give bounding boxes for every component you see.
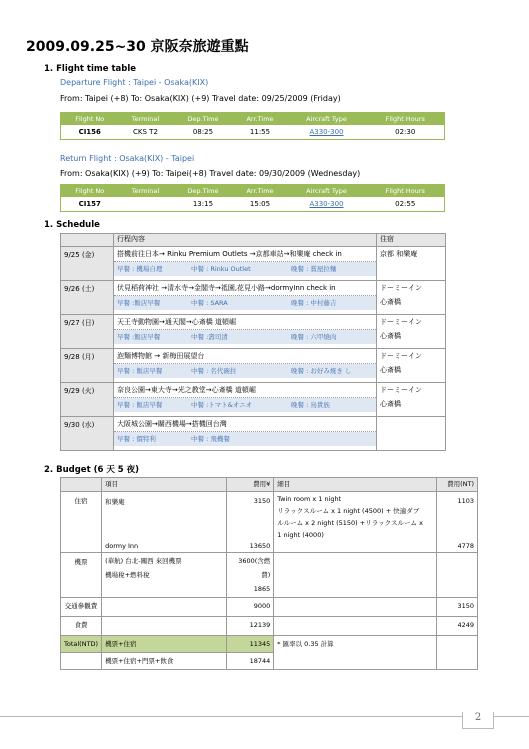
- col-lodging: 住宿: [377, 234, 446, 247]
- transport-nt: 3150: [437, 598, 478, 617]
- table-row: [61, 417, 446, 451]
- food-nt: 4249: [437, 617, 478, 636]
- table-row: [61, 492, 478, 553]
- table-row: [61, 349, 446, 383]
- lodging-a: 和樂庵: [105, 498, 125, 506]
- schedule-date: 9/26 (土): [61, 281, 114, 315]
- schedule-meals: [114, 432, 376, 446]
- total-a: 機票+住宿: [102, 636, 227, 653]
- schedule-date: 9/25 (金): [61, 247, 114, 281]
- table-row: [61, 553, 478, 598]
- col-flight-no: Flight No: [61, 113, 119, 126]
- return-table: [60, 184, 445, 212]
- dinner: 晚餐 : 賞屋拉麵: [291, 265, 337, 273]
- lodging-detail: 1 night (4000): [277, 531, 324, 539]
- schedule-meals: [114, 330, 376, 344]
- schedule-item: 大阪城公園→關西機場→搭機回台灣: [114, 417, 376, 432]
- schedule-meals: [114, 364, 376, 378]
- schedule-meals: [114, 262, 376, 276]
- lodging-name: ドーミーイン: [380, 284, 422, 292]
- lunch: 中餐 :トマト&オニオ: [191, 401, 253, 409]
- table-row: [61, 281, 446, 315]
- table-row: [61, 636, 478, 653]
- aircraft-link[interactable]: A330-300: [309, 128, 344, 136]
- air-b: 機場稅+燃料稅: [105, 571, 150, 579]
- lodging-name: ドーミーイン: [380, 318, 422, 326]
- col-arr-time: Arr.Time: [233, 185, 286, 198]
- breakfast: 早餐 : 飯店早餐: [117, 401, 163, 409]
- col-item: 項目: [102, 478, 227, 492]
- budget-cat: 機票: [61, 553, 102, 598]
- lunch: 中餐 : 飛機餐: [191, 435, 230, 443]
- col-dep-time: Dep.Time: [172, 113, 233, 126]
- schedule-heading: 1. Schedule: [44, 220, 100, 230]
- terminal: CKS T2: [119, 125, 173, 140]
- col-aircraft: Aircraft Type: [287, 185, 367, 198]
- total-b-val: 18744: [227, 653, 274, 670]
- col-hours: Flight Hours: [366, 185, 444, 198]
- schedule-date: 9/30 (水): [61, 417, 114, 451]
- schedule-meals: [114, 398, 376, 412]
- footer-rule: [0, 716, 529, 717]
- total-a-val: 11345: [227, 636, 274, 653]
- transport-yen: 9000: [227, 598, 274, 617]
- schedule-item: 泡麵博物館 → 新梅田展望台: [114, 349, 376, 364]
- total-b: 機票+住宿+門票+飲食: [102, 653, 227, 670]
- departure-label: Departure Flight : Taipei - Osaka(KIX): [60, 78, 209, 87]
- schedule-table: [60, 233, 446, 451]
- schedule-meals: [114, 296, 376, 310]
- budget-cat: 住宿: [61, 492, 102, 553]
- air-a-yen: 3600(含燃費): [238, 557, 271, 579]
- breakfast: 早餐 :飯店早餐: [117, 299, 161, 307]
- breakfast: 早餐 :飯店早餐: [117, 333, 161, 341]
- schedule-item: 搭機前往日本→ Rinku Premium Outlets →京都車站→和樂庵 check in: [114, 247, 376, 262]
- breakfast: 早餐 : 飯店早餐: [117, 367, 163, 375]
- lodging-area: 心斎橋: [380, 366, 401, 374]
- col-detail: 細目: [274, 478, 437, 492]
- lodging-nt1: 1103: [457, 497, 474, 505]
- lodging-a-yen: 3150: [253, 497, 271, 505]
- total-label: Total(NTD): [61, 636, 102, 653]
- lodging-b-yen: 13650: [249, 542, 271, 550]
- lodging-name: ドーミーイン: [380, 386, 422, 394]
- departure-info: From: Taipei (+8) To: Osaka(KIX) (+9) Travel date: 09/25/2009 (Friday): [60, 94, 341, 103]
- lodging-nt2: 4778: [457, 542, 474, 550]
- exchange-note: * 匯率以 0.35 計算: [274, 636, 437, 670]
- lodging-detail: Twin room x 1 night: [277, 495, 342, 503]
- lodging-area: 心斎橋: [380, 332, 401, 340]
- col-yen: 費用¥: [227, 478, 274, 492]
- dinner: 晚餐 : 中村藤吉: [291, 299, 337, 307]
- breakfast: 早餐 : 價特利: [117, 435, 156, 443]
- table-row: [61, 383, 446, 417]
- flight-heading: 1. Flight time table: [44, 64, 137, 74]
- lodging-area: 心斎橋: [380, 298, 401, 306]
- lodging-area: 心斎橋: [380, 400, 401, 408]
- page-title: 2009.09.25~30 京阪奈旅遊重點: [26, 39, 249, 55]
- lunch: 中餐 : 名代碗拄: [191, 367, 237, 375]
- food-yen: 12139: [227, 617, 274, 636]
- dep-time: 08:25: [172, 125, 233, 140]
- departure-table: [60, 112, 445, 140]
- arr-time: 11:55: [233, 125, 286, 140]
- lodging-b: dormy Inn: [105, 542, 139, 550]
- return-label: Return Flight : Osaka(KIX) - Taipei: [60, 154, 195, 163]
- terminal: [119, 197, 173, 212]
- col-arr-time: Arr.Time: [233, 113, 286, 126]
- col-terminal: Terminal: [119, 113, 173, 126]
- lodging-name: 京都 和樂庵: [380, 250, 418, 258]
- lodging-detail: リラックスルーム x 1 night (4500) + 快適ダブ: [277, 507, 420, 515]
- dinner: 晚餐 : 鳥貴族: [291, 401, 330, 409]
- return-info: From: Osaka(KIX) (+9) To: Taipei(+8) Travel date: 09/30/2009 (Wednesday): [60, 169, 361, 178]
- table-row: [61, 247, 446, 281]
- flight-no: CI157: [61, 197, 119, 212]
- dinner: 晚餐 : お好み焼き し: [291, 367, 352, 375]
- col-hours: Flight Hours: [366, 113, 444, 126]
- lunch: 中餐 :壽司清: [191, 333, 228, 341]
- col-dep-time: Dep.Time: [172, 185, 233, 198]
- flight-hours: 02:30: [366, 125, 444, 140]
- budget-cat: 交通參觀費: [61, 598, 102, 617]
- col-aircraft: Aircraft Type: [287, 113, 367, 126]
- air-b-yen: 1865: [253, 585, 271, 593]
- breakfast: 早餐 : 機場自理: [117, 265, 163, 273]
- lunch: 中餐 : Rinku Outlet: [191, 265, 251, 273]
- budget-cat: 食費: [61, 617, 102, 636]
- air-a: (華航) 台北-關西 來回機票: [105, 557, 182, 565]
- col-flight-no: Flight No: [61, 185, 119, 198]
- page-number: 2: [462, 712, 494, 729]
- aircraft-link[interactable]: A330-300: [309, 200, 344, 208]
- dinner: 晚餐 : 六甲燒肉: [291, 333, 337, 341]
- table-row: [61, 315, 446, 349]
- col-nt: 費用(NT): [437, 478, 478, 492]
- schedule-item: 奈良公園→東大寺→光之教堂→心斎橋 道頓崛: [114, 383, 376, 398]
- lodging-detail: ルルーム x 2 night (5150) +リラックスルーム x: [277, 519, 423, 527]
- col-itinerary: 行程內容: [114, 234, 377, 247]
- schedule-item: 天王寺動物園→通天閣→心斎橋 道頓崛: [114, 315, 376, 330]
- arr-time: 15:05: [233, 197, 286, 212]
- lunch: 中餐 : SARA: [191, 299, 228, 307]
- schedule-date: 9/27 (日): [61, 315, 114, 349]
- table-row: [61, 125, 445, 140]
- table-row: [61, 617, 478, 636]
- budget-heading: 2. Budget (6 天 5 夜): [44, 465, 140, 475]
- lodging-name: ドーミーイン: [380, 352, 422, 360]
- budget-table: [60, 477, 478, 670]
- schedule-item: 伏見稻荷神社 →清水寺→金閣寺→祗園,花見小路→dormyInn check in: [114, 281, 376, 296]
- flight-no: CI156: [61, 125, 119, 140]
- schedule-date: 9/28 (月): [61, 349, 114, 383]
- table-row: [61, 598, 478, 617]
- schedule-date: 9/29 (火): [61, 383, 114, 417]
- flight-hours: 02:55: [366, 197, 444, 212]
- table-row: [61, 197, 445, 212]
- dep-time: 13:15: [172, 197, 233, 212]
- col-terminal: Terminal: [119, 185, 173, 198]
